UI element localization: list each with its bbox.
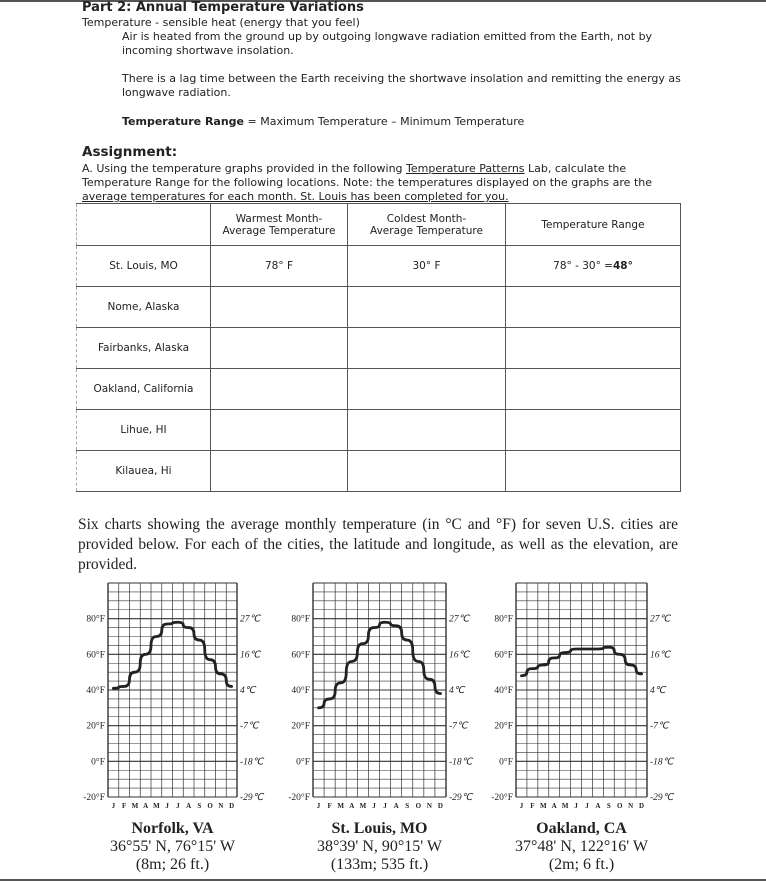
city-name: Norfolk, VA [131, 820, 214, 837]
header-range: Temperature Range [506, 204, 681, 246]
x-tick-month: F [530, 802, 535, 810]
x-tick-month: D [639, 802, 645, 810]
warmest-cell[interactable] [211, 287, 348, 328]
lab-link[interactable]: Temperature Patterns [406, 162, 525, 175]
y-tick-c: -29℃ [650, 793, 674, 803]
x-tick-month: J [574, 802, 578, 810]
assignment-text [82, 162, 652, 204]
y-tick-c: 4℃ [650, 686, 666, 696]
y-tick-f: 60°F [494, 650, 513, 661]
y-tick-f: -20°F [491, 793, 513, 803]
x-tick-month: A [551, 802, 557, 810]
y-tick-f: 20°F [86, 721, 105, 732]
warmest-cell[interactable] [211, 410, 348, 451]
warmest-cell[interactable] [211, 369, 348, 410]
x-tick-month: S [197, 802, 202, 810]
temperature-chart [481, 573, 692, 817]
x-tick-month: F [121, 802, 127, 810]
range-cell[interactable] [506, 328, 681, 369]
paragraph-1: Air is heated from the ground up by outgoing longwave radiation emitted from the Earth, not by incoming shortwave insolation. [122, 30, 653, 57]
y-tick-f: 20°F [494, 721, 513, 732]
x-tick-month: M [131, 802, 139, 810]
city-name: Oakland, CA [536, 820, 627, 837]
table-row [77, 369, 681, 410]
y-tick-c: -18℃ [650, 757, 674, 768]
x-tick-month: J [165, 802, 169, 810]
charts-intro-text: Six charts showing the average monthly temperature (in °C and °F) for seven U.S. cities are provided below. For each of the cities, the latitude and longitude, as well as the elevation, are provided. [78, 516, 678, 573]
y-tick-f: 80°F [86, 614, 105, 625]
y-tick-c: 27℃ [449, 614, 470, 625]
y-tick-f: 20°F [291, 721, 310, 732]
range-cell[interactable] [506, 451, 681, 492]
x-tick-month: M [359, 802, 367, 810]
x-tick-month: M [539, 802, 547, 810]
y-tick-f: 40°F [494, 686, 513, 696]
y-tick-f: 60°F [291, 650, 310, 661]
y-tick-c: -18℃ [240, 757, 264, 768]
range-result: 48° [612, 260, 633, 272]
y-tick-f: 60°F [86, 650, 105, 661]
y-tick-c: -29℃ [449, 793, 473, 803]
y-tick-f: 0°F [499, 757, 513, 768]
x-tick-month: J [316, 802, 321, 810]
x-tick-month: M [561, 802, 569, 810]
x-tick-month: J [519, 802, 524, 810]
table-row [77, 451, 681, 492]
y-tick-f: 80°F [494, 614, 513, 625]
x-tick-month: A [143, 802, 149, 810]
y-tick-c: -7℃ [650, 721, 669, 732]
x-tick-month: J [585, 802, 589, 810]
assignment-text-a: A. Using the temperature graphs provided in the following [82, 162, 407, 175]
city-name: St. Louis, MO [331, 820, 428, 837]
range-value: 78° - 30° = [553, 260, 613, 272]
x-tick-month: M [153, 802, 160, 810]
x-tick-month: A [595, 802, 601, 810]
x-tick-month: J [111, 802, 116, 810]
city-coordinates: 36°55' N, 76°15' W [110, 838, 235, 855]
table-row [77, 328, 681, 369]
x-tick-month: N [426, 802, 432, 810]
x-tick-month: D [437, 802, 443, 810]
y-tick-c: 4℃ [449, 686, 465, 696]
y-tick-c: -7℃ [240, 721, 259, 732]
warmest-cell[interactable]: 78° F [211, 246, 348, 287]
y-tick-c: 16℃ [650, 650, 671, 661]
y-tick-c: 16℃ [449, 650, 470, 661]
assignment-heading: Assignment: [82, 144, 178, 160]
city-cell: Oakland, California [77, 369, 211, 410]
coldest-cell[interactable]: 30° F [348, 246, 506, 287]
chart-caption [73, 820, 273, 874]
city-coordinates: 37°48' N, 122°16' W [515, 838, 648, 855]
x-tick-month: A [393, 802, 399, 810]
definition-text: Temperature - sensible heat (energy that you feel) [82, 16, 360, 29]
city-elevation: (8m; 26 ft.) [135, 856, 210, 873]
range-cell[interactable] [506, 246, 681, 287]
section-title: Part 2: Annual Temperature Variations [82, 0, 364, 15]
temperature-chart [73, 573, 282, 817]
coldest-cell[interactable] [348, 369, 506, 410]
assignment-text-c: average temperatures for each month. St. Louis has been completed for you. [82, 190, 509, 203]
chart-caption [482, 820, 682, 874]
city-elevation: (2m; 6 ft.) [548, 856, 615, 873]
warmest-cell[interactable] [211, 451, 348, 492]
y-tick-c: -7℃ [449, 721, 468, 732]
y-tick-c: 4℃ [240, 686, 256, 696]
x-tick-month: M [337, 802, 345, 810]
y-tick-c: 27℃ [650, 614, 671, 625]
warmest-cell[interactable] [211, 328, 348, 369]
formula-label: Temperature Range [122, 115, 245, 128]
y-tick-f: 40°F [86, 686, 105, 696]
city-elevation: (133m; 535 ft.) [330, 856, 429, 873]
y-tick-f: -20°F [288, 793, 310, 803]
y-tick-f: 0°F [296, 757, 310, 768]
x-tick-month: N [628, 802, 634, 810]
city-cell: St. Louis, MO [77, 246, 211, 287]
formula-text: = Maximum Temperature – Minimum Temperature [244, 115, 525, 128]
header-blank [77, 204, 211, 246]
header-warmest: Warmest Month- Average Temperature [211, 204, 348, 246]
temperature-chart [278, 573, 491, 817]
x-tick-month: N [218, 802, 224, 810]
coldest-cell[interactable] [348, 451, 506, 492]
range-cell[interactable] [506, 369, 681, 410]
city-cell: Fairbanks, Alaska [77, 328, 211, 369]
city-cell: Lihue, HI [77, 410, 211, 451]
y-tick-c: -29℃ [240, 793, 264, 803]
x-tick-month: S [606, 802, 611, 810]
y-tick-f: 80°F [291, 614, 310, 625]
coldest-cell[interactable] [348, 287, 506, 328]
assignment-text-b: Lab, calculate the Temperature Range for the following locations. Note: the temperatures displayed on the graphs are the [82, 162, 653, 189]
paragraph-2: There is a lag time between the Earth receiving the shortwave insolation and remitting the energy as longwave radiation. [122, 72, 681, 99]
coldest-cell[interactable] [348, 328, 506, 369]
table-row [77, 246, 681, 287]
y-tick-c: -18℃ [449, 757, 473, 768]
y-tick-f: -20°F [83, 793, 105, 803]
x-tick-month: O [616, 802, 623, 810]
x-tick-month: F [327, 802, 332, 810]
x-tick-month: A [186, 802, 192, 810]
formula [122, 115, 524, 129]
range-cell[interactable] [506, 287, 681, 328]
x-tick-month: A [349, 802, 355, 810]
y-tick-c: 16℃ [240, 650, 261, 661]
x-tick-month: J [372, 802, 376, 810]
x-tick-month: J [383, 802, 387, 810]
table-row [77, 287, 681, 328]
range-cell[interactable] [506, 410, 681, 451]
city-coordinates: 38°39' N, 90°15' W [317, 838, 442, 855]
chart-caption [280, 820, 480, 874]
city-cell: Kilauea, Hi [77, 451, 211, 492]
y-tick-c: 27℃ [240, 614, 261, 625]
coldest-cell[interactable] [348, 410, 506, 451]
x-tick-month: O [415, 802, 422, 810]
x-tick-month: S [405, 802, 410, 810]
header-coldest: Coldest Month- Average Temperature [348, 204, 506, 246]
table-row [77, 410, 681, 451]
x-tick-month: D [229, 802, 235, 810]
table-header-row [77, 204, 681, 246]
y-tick-f: 0°F [91, 757, 105, 768]
temperature-range-table [76, 203, 681, 492]
x-tick-month: J [176, 802, 180, 810]
city-cell: Nome, Alaska [77, 287, 211, 328]
y-tick-f: 40°F [291, 686, 310, 696]
x-tick-month: O [207, 802, 213, 810]
